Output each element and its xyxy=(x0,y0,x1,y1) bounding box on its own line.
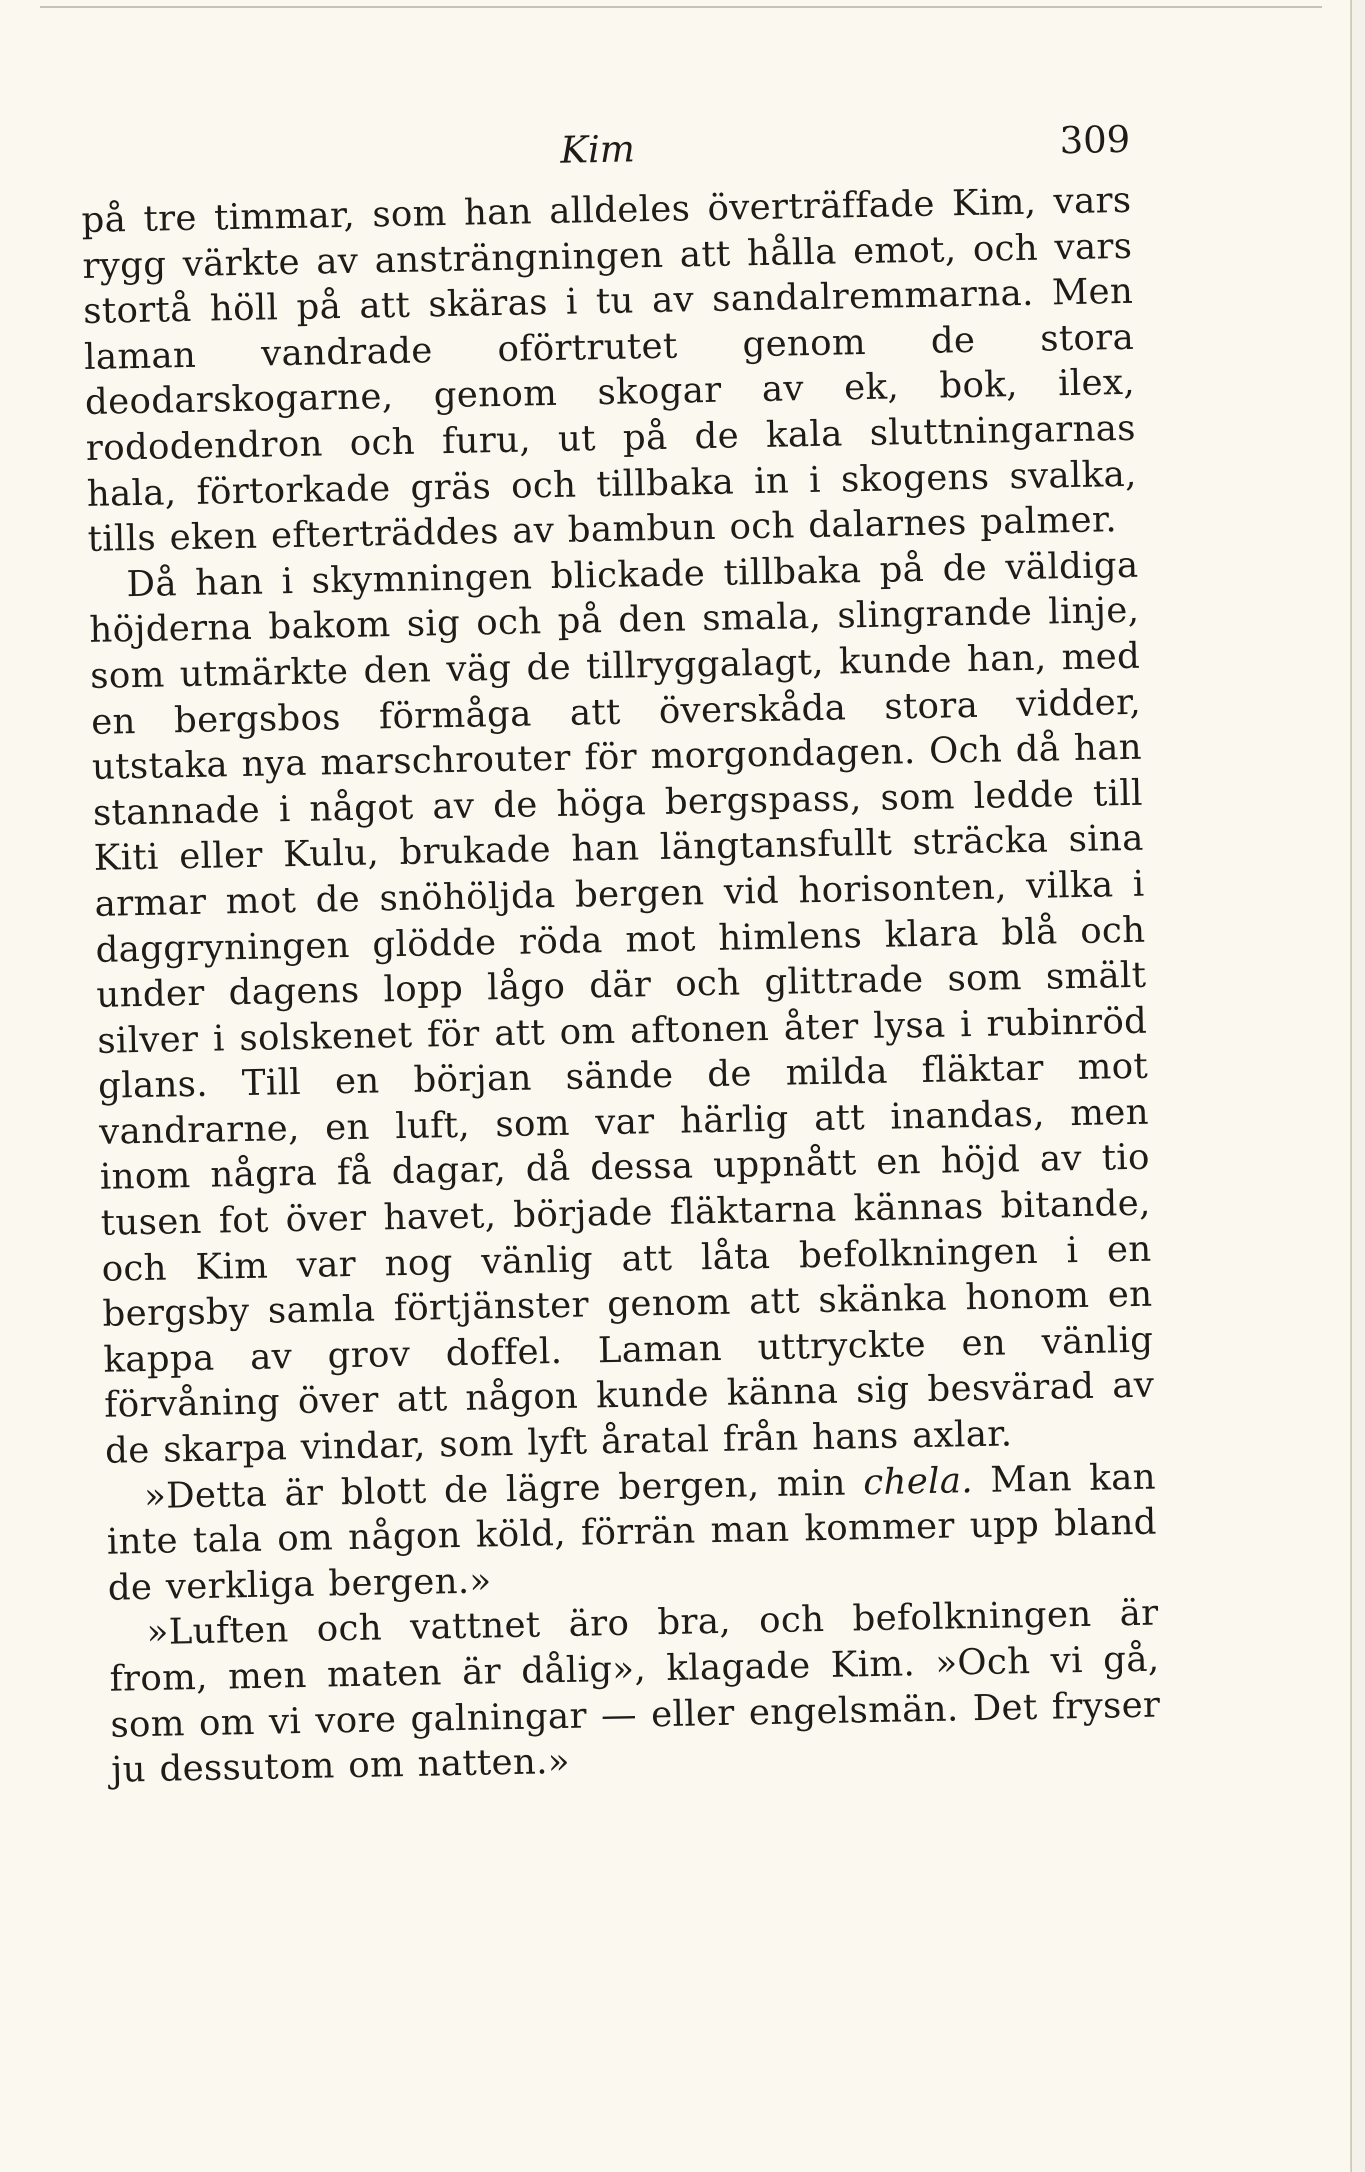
page-edge xyxy=(1351,0,1365,2172)
page-top-edge xyxy=(40,6,1322,8)
paragraph-3 xyxy=(106,1454,1158,1611)
paragraph-1: på tre timmar, som han alldeles överträffade Kim, vars rygg värkte av ansträngningen att hålla emot, och vars stortå höll på att skäras i tu av sandalremmarna. Men laman vandrade oförtrutet genom de stora deodarskogarne, genom skogar av ek, bok, ilex, rododendron och furu, ut på de kala sluttningarnas hala, förtorkade gräs och tillbaka in i skogens svalka, tills eken efterträddes av bambun och dalarnes palmer. xyxy=(81,179,1138,561)
quote1-emphasis: chela. xyxy=(862,1459,974,1503)
body-text xyxy=(81,178,1161,1794)
quote1-before: »Detta är blott de lägre bergen, min xyxy=(143,1461,864,1517)
paragraph-4: »Luften och vattnet äro bra, och befolkningen är from, men maten är dålig», klagade Kim. »Och vi gå, som om vi vore galningar — eller engelsmän. Det fryser ju dessutom om natten.» xyxy=(109,1592,1161,1791)
page-number: 309 xyxy=(1059,117,1131,163)
paragraph-2: Då han i skymningen blickade tillbaka på de väldiga höjderna bakom sig och på den smala, slingrande linje, som utmärkte den väg de tillryggalagt, kunde han, med en bergsbos förmåga att överskåda stora vidder, utstaka nya marschrouter för morgondagen. Och då han stannade i något av de höga bergspass, som ledde till Kiti eller Kulu, brukade han längtansfullt sträcka sina armar mot de snöhöljda bergen vid horisonten, vilka i daggryningen glödde röda mot himlens klara blå och under dagens lopp lågo där och glittrade som smält silver i solskenet för att om aftonen åter lysa i rubinröd glans. Till en början sände de milda fläktar mot vandrarne, en luft, som var härlig att inandas, men inom några få dagar, då dessa uppnått en höjd av tio tusen fot över havet, började fläktarna kännas bitande, och Kim var nog vänlig att låta befolkningen i en bergsby samla förtjänster genom att skänka honom en kappa av grov doffel. Laman uttryckte en vänlig förvåning över att någon kunde känna sig besvärad av de skarpa vindar, som lyft åratal från hans axlar. xyxy=(89,544,1155,1472)
page-content xyxy=(80,118,1162,1794)
quote1-after: Man kan inte tala om någon köld, förrän man kommer upp bland de verkliga bergen.» xyxy=(106,1456,1158,1609)
running-title: Kim xyxy=(559,127,636,172)
